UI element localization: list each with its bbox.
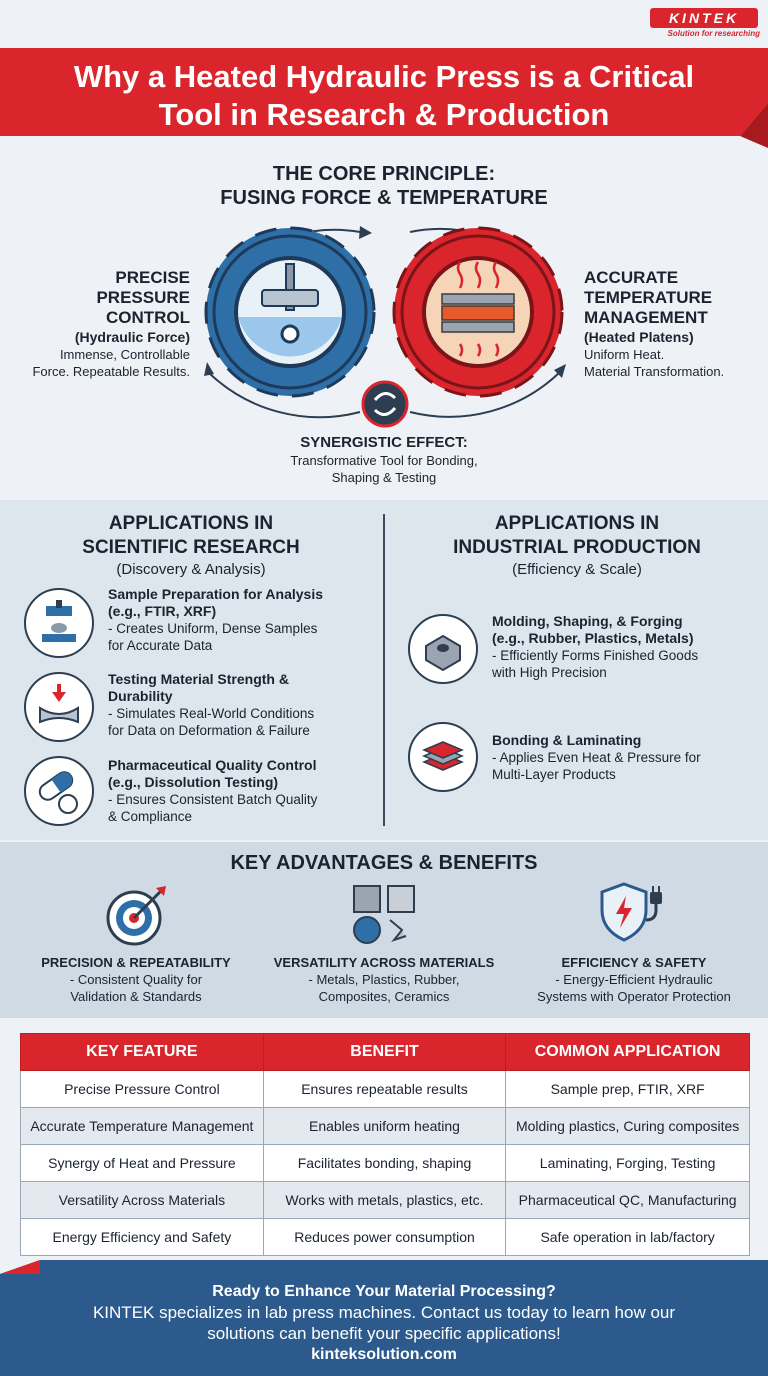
advantages-title: KEY ADVANTAGES & BENEFITS	[230, 852, 538, 874]
cta-heading: Ready to Enhance Your Material Processing?	[212, 1283, 556, 1300]
research-item-2-title-line2: Durability	[108, 688, 173, 704]
research-item-1-desc-line1: - Creates Uniform, Dense Samples	[108, 621, 318, 636]
industrial-item-2	[492, 732, 754, 783]
research-item-1-title-line2: (e.g., FTIR, XRF)	[108, 603, 217, 619]
table-row	[21, 1108, 750, 1145]
advantage-1-desc-line2: Validation & Standards	[70, 989, 202, 1004]
table-cell: Precise Pressure Control	[21, 1071, 264, 1108]
table-cell: Molding plastics, Curing composites	[506, 1108, 750, 1145]
industrial-subtitle: (Efficiency & Scale)	[512, 561, 642, 578]
gears-illustration	[190, 212, 580, 432]
research-item-3	[108, 757, 370, 825]
advantage-2-desc-line2: Composites, Ceramics	[318, 989, 450, 1004]
advantage-2-name: VERSATILITY ACROSS MATERIALS	[273, 955, 495, 970]
advantage-1-desc-line1: - Consistent Quality for	[69, 972, 203, 987]
synergy-title: SYNERGISTIC EFFECT:	[300, 434, 468, 451]
laminate-layers-icon	[408, 722, 478, 792]
temperature-desc-line2: Material Transformation.	[584, 364, 725, 379]
industrial-item-1-title-line2: (e.g., Rubber, Plastics, Metals)	[492, 630, 694, 646]
research-heading	[20, 512, 362, 580]
research-item-3-title-line1: Pharmaceutical Quality Control	[108, 757, 317, 773]
industrial-item-1-title-line1: Molding, Shaping, & Forging	[492, 613, 683, 629]
strength-test-icon	[24, 672, 94, 742]
pressure-gear-icon	[206, 228, 374, 396]
table-cell: Sample prep, FTIR, XRF	[506, 1071, 750, 1108]
industrial-item-2-desc-line1: - Applies Even Heat & Pressure for	[492, 750, 701, 765]
advantage-versatility	[264, 954, 504, 1005]
research-item-1-desc-line2: for Accurate Data	[108, 638, 213, 653]
website-link[interactable]: kinteksolution.com	[311, 1346, 457, 1363]
footer-cta	[20, 1282, 748, 1366]
temperature-management-block	[584, 268, 764, 380]
table-cell: Works with metals, plastics, etc.	[263, 1182, 505, 1219]
table-cell: Ensures repeatable results	[263, 1071, 505, 1108]
pressure-desc-line2: Force. Repeatable Results.	[32, 364, 190, 379]
feature-table	[20, 1033, 750, 1256]
molded-part-icon	[408, 614, 478, 684]
synergy-desc-line2: Shaping & Testing	[331, 470, 437, 485]
core-title-line1: THE CORE PRINCIPLE:	[272, 163, 496, 185]
pressure-title-line2: PRESSURE	[96, 288, 190, 307]
research-item-2	[108, 671, 370, 739]
research-item-3-desc-line1: - Ensures Consistent Batch Quality	[108, 792, 318, 807]
applications-divider	[383, 514, 385, 826]
research-title-line1: APPLICATIONS IN	[108, 513, 274, 534]
research-item-2-desc-line1: - Simulates Real-World Conditions	[108, 706, 315, 721]
table-cell: Facilitates bonding, shaping	[263, 1145, 505, 1182]
research-item-1	[108, 586, 370, 654]
page-title: Why a Heated Hydraulic Press is a Critical Tool in Research & Production	[73, 59, 695, 132]
temperature-gear-icon	[394, 228, 562, 396]
table-cell: Energy Efficiency and Safety	[21, 1219, 264, 1256]
industrial-heading	[406, 512, 748, 580]
table-cell: Versatility Across Materials	[21, 1182, 264, 1219]
table-cell: Accurate Temperature Management	[21, 1108, 264, 1145]
pressure-desc-line1: Immense, Controllable	[59, 347, 190, 362]
pressure-subtitle: (Hydraulic Force)	[74, 329, 190, 345]
shield-plug-icon	[598, 880, 670, 946]
core-principle-title	[160, 162, 608, 210]
table-cell: Enables uniform heating	[263, 1108, 505, 1145]
pressure-title-line1: PRECISE	[115, 268, 190, 287]
synergy-block	[224, 434, 544, 486]
advantage-efficiency	[514, 954, 754, 1005]
research-title-line2: SCIENTIFIC RESEARCH	[82, 537, 300, 558]
cta-body-line1: KINTEK specializes in lab press machines. Contact us today to learn how our	[92, 1303, 676, 1322]
synergy-icon	[363, 382, 407, 426]
table-cell: Synergy of Heat and Pressure	[21, 1145, 264, 1182]
temperature-title-line3: MANAGEMENT	[584, 308, 708, 327]
industrial-item-1-desc-line1: - Efficiently Forms Finished Goods	[492, 648, 699, 663]
temperature-title-line1: ACCURATE	[584, 268, 679, 287]
table-cell: Laminating, Forging, Testing	[506, 1145, 750, 1182]
brand-logo: KINTEK	[650, 8, 758, 28]
target-icon	[104, 882, 170, 948]
research-item-3-title-line2: (e.g., Dissolution Testing)	[108, 774, 279, 790]
table-row	[21, 1071, 750, 1108]
table-row	[21, 1219, 750, 1256]
table-row	[21, 1145, 750, 1182]
table-cell: Safe operation in lab/factory	[506, 1219, 750, 1256]
table-header-benefit: BENEFIT	[263, 1034, 505, 1071]
pill-capsule-icon	[24, 756, 94, 826]
materials-icon	[350, 882, 420, 948]
advantage-2-desc-line1: - Metals, Plastics, Rubber,	[308, 972, 460, 987]
core-title-line2: FUSING FORCE & TEMPERATURE	[220, 187, 548, 209]
advantage-3-desc-line1: - Energy-Efficient Hydraulic	[555, 972, 713, 987]
advantage-1-name: PRECISION & REPEATABILITY	[41, 955, 231, 970]
table-cell: Reduces power consumption	[263, 1219, 505, 1256]
industrial-title-line1: APPLICATIONS IN	[494, 513, 660, 534]
pressure-title-line3: CONTROL	[105, 308, 190, 327]
pressure-control-block	[20, 268, 190, 380]
research-item-2-desc-line2: for Data on Deformation & Failure	[108, 723, 310, 738]
synergy-desc-line1: Transformative Tool for Bonding,	[290, 453, 478, 468]
brand-tagline: Solution for researching	[667, 29, 760, 38]
temperature-desc-line1: Uniform Heat.	[584, 347, 665, 362]
research-item-3-desc-line2: & Compliance	[108, 809, 193, 824]
industrial-item-1	[492, 613, 754, 681]
table-cell: Pharmaceutical QC, Manufacturing	[506, 1182, 750, 1219]
advantage-precision	[16, 954, 256, 1005]
press-sample-icon	[24, 588, 94, 658]
advantage-3-name: EFFICIENCY & SAFETY	[561, 955, 707, 970]
industrial-item-1-desc-line2: with High Precision	[492, 665, 607, 680]
industrial-title-line2: INDUSTRIAL PRODUCTION	[453, 537, 701, 558]
cta-body-line2: solutions can benefit your specific applications!	[207, 1324, 561, 1343]
temperature-subtitle: (Heated Platens)	[584, 329, 694, 345]
industrial-item-2-desc-line2: Multi-Layer Products	[492, 767, 616, 782]
table-row	[21, 1182, 750, 1219]
temperature-title-line2: TEMPERATURE	[584, 288, 713, 307]
table-header-application: COMMON APPLICATION	[506, 1034, 750, 1071]
table-header-row	[21, 1034, 750, 1071]
advantage-3-desc-line2: Systems with Operator Protection	[537, 989, 731, 1004]
research-item-2-title-line1: Testing Material Strength &	[108, 671, 289, 687]
research-item-1-title-line1: Sample Preparation for Analysis	[108, 586, 323, 602]
research-subtitle: (Discovery & Analysis)	[116, 561, 266, 578]
table-header-feature: KEY FEATURE	[21, 1034, 264, 1071]
industrial-item-2-title-line1: Bonding & Laminating	[492, 732, 642, 748]
